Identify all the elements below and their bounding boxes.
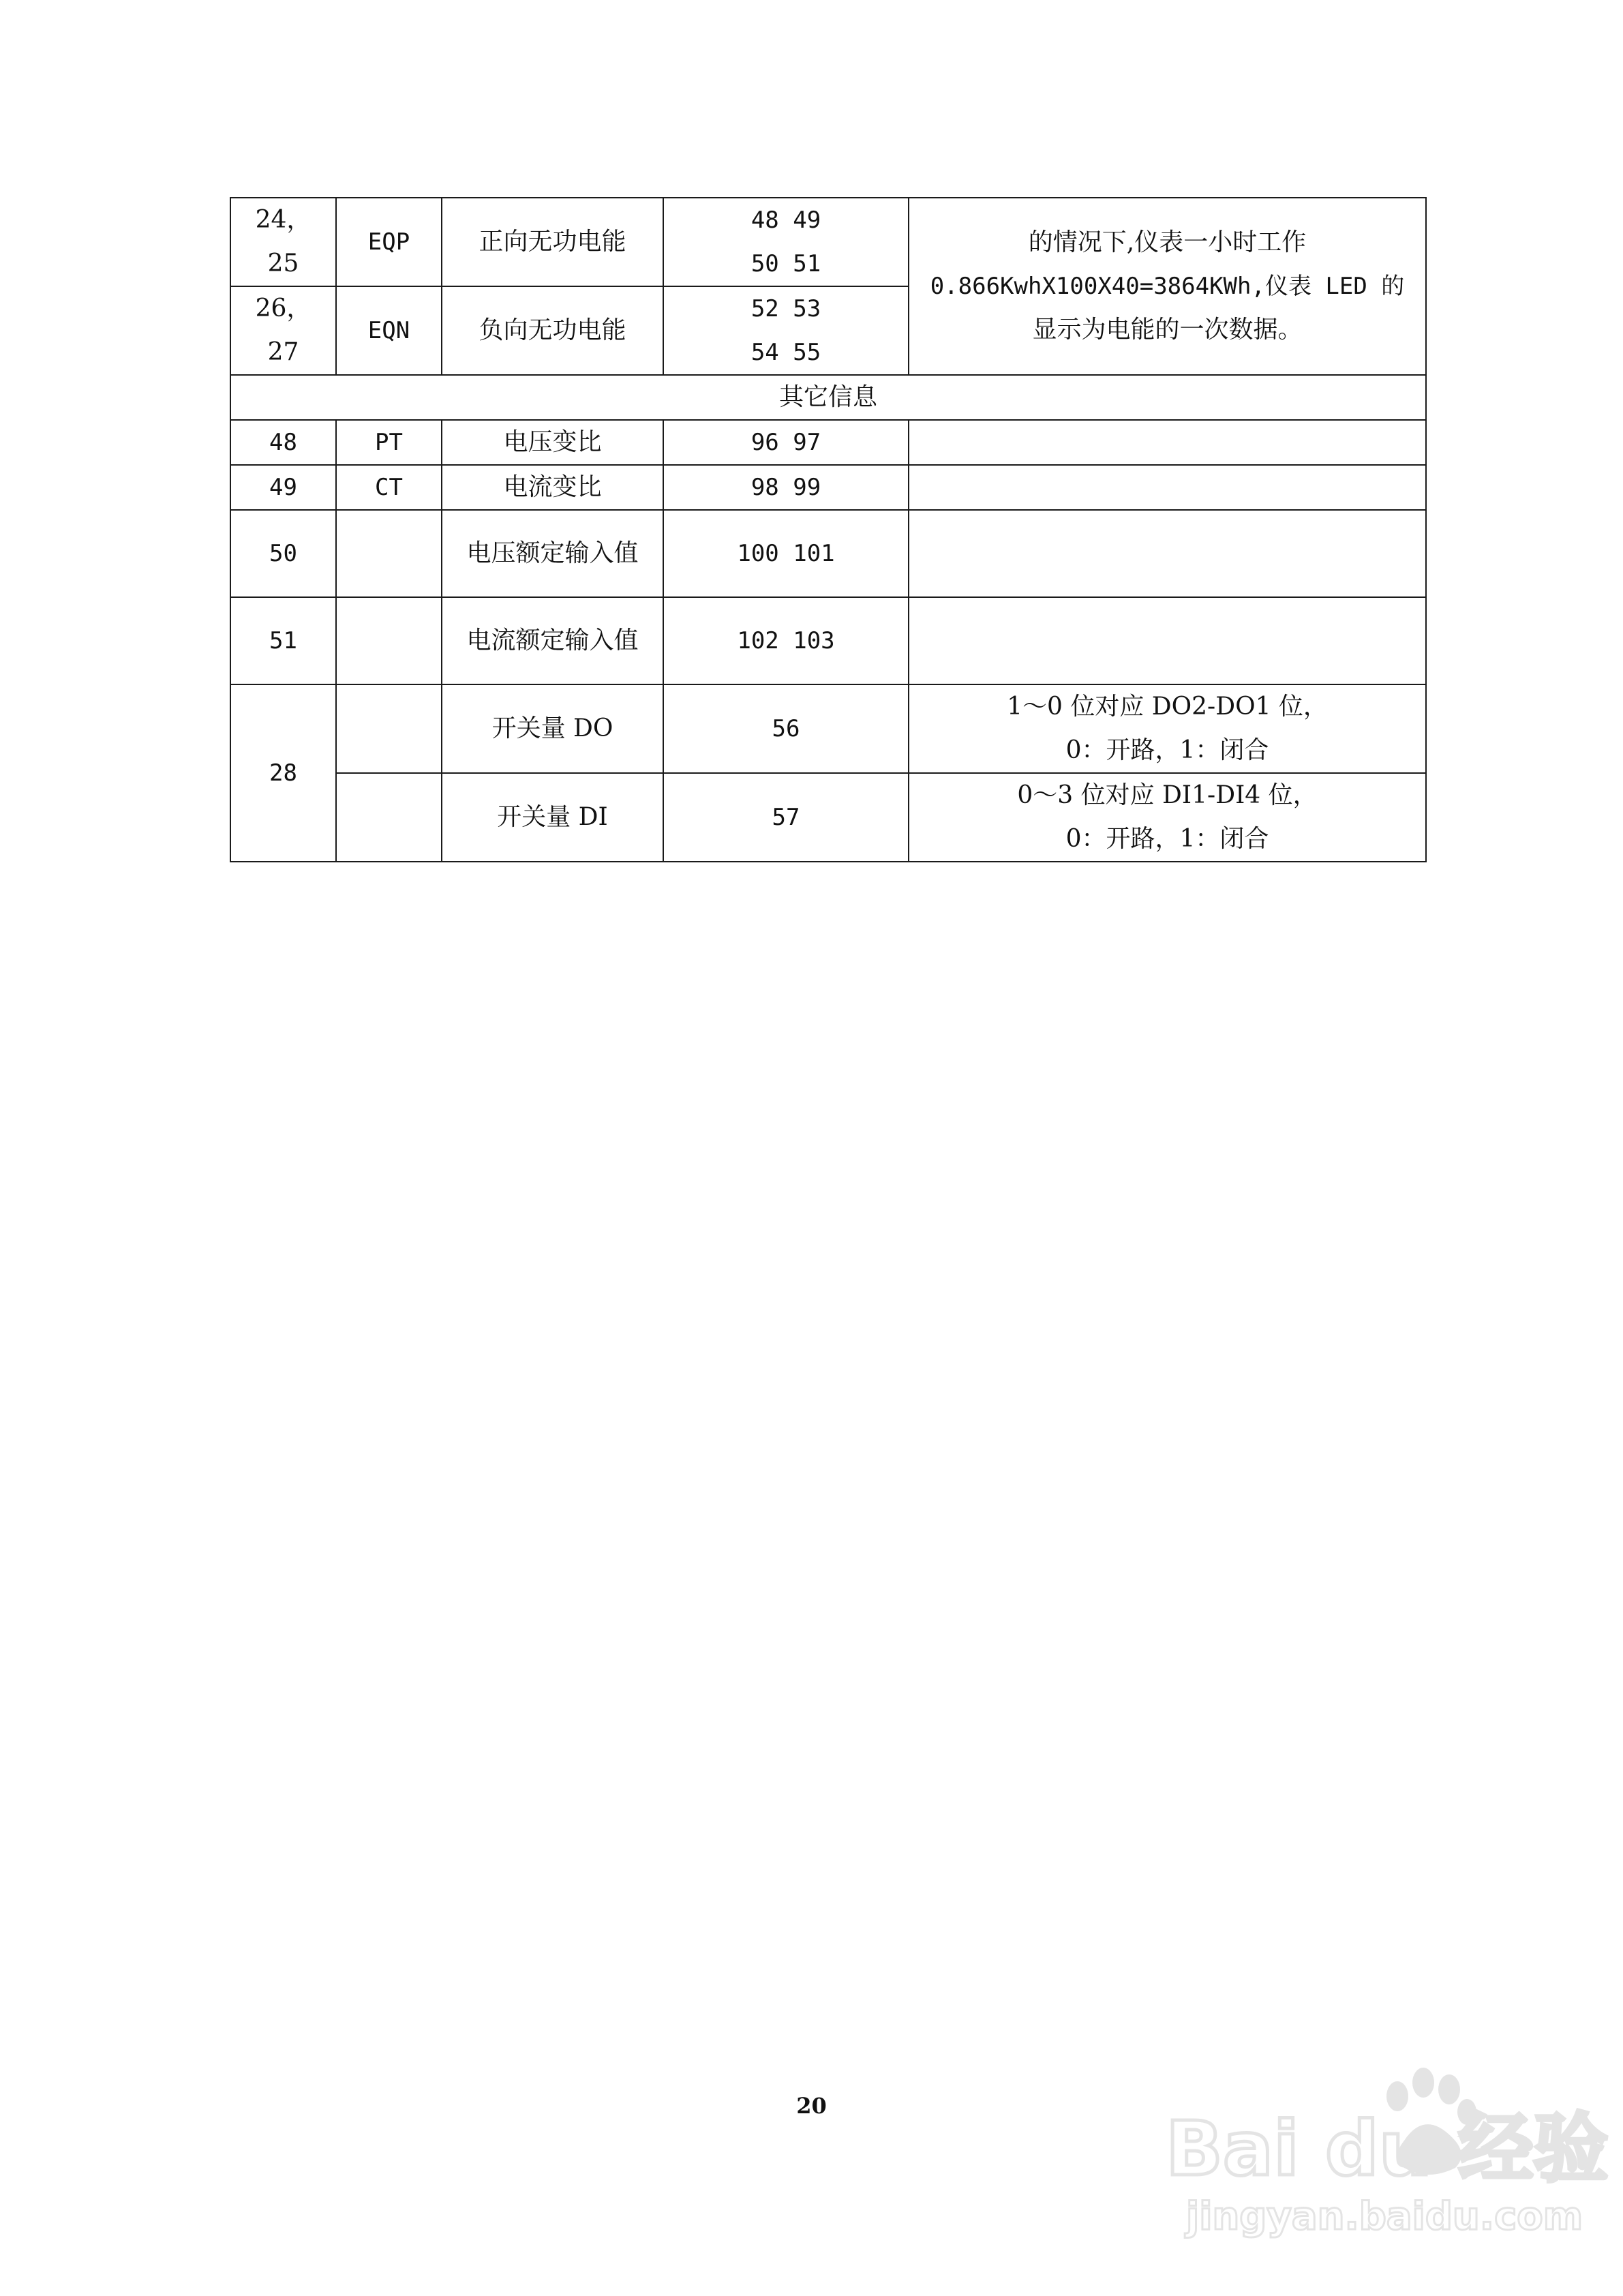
row-code-cell: CT (336, 465, 442, 510)
baidu-watermark-logo (1152, 2059, 1609, 2243)
row-name-cell: 开关量 DO (442, 684, 663, 773)
row-index-cell: 49 (230, 465, 336, 510)
row-index-line: 26， (255, 294, 312, 322)
row-code-cell: EQN (336, 286, 442, 375)
table-row (230, 773, 1426, 862)
row-note-cell (909, 420, 1426, 465)
row-address-cell: 96 97 (663, 420, 909, 465)
row-code-cell (336, 684, 442, 773)
row-address-line: 52 53 (750, 295, 821, 322)
row-index-cell: 48 (230, 420, 336, 465)
row-address-cell: 102 103 (663, 597, 909, 684)
energy-note-cell (909, 198, 1426, 375)
section-title: 其它信息 (230, 375, 1426, 420)
row-address-cell: 98 99 (663, 465, 909, 510)
row-index-cell: 51 (230, 597, 336, 684)
section-header-row (230, 375, 1426, 420)
energy-note-line: 0.866KwhX100X40=3864KWh,仪表 LED 的 (930, 273, 1405, 300)
row-index-cell: 28 (230, 684, 336, 862)
row-code-cell (336, 597, 442, 684)
row-note-cell (909, 510, 1426, 597)
row-address-line: 50 51 (750, 250, 821, 277)
row-code-cell: EQP (336, 198, 442, 286)
row-address-cell: 100 101 (663, 510, 909, 597)
row-note-line: 0：开路，1：闭合 (1065, 825, 1269, 853)
row-address-cell (663, 198, 909, 286)
row-name-cell: 电压额定输入值 (442, 510, 663, 597)
row-note-line: 1～0 位对应 DO2-DO1 位， (1007, 693, 1328, 721)
table-row (230, 684, 1426, 773)
row-index-line: 24， (255, 206, 312, 234)
row-address-cell: 57 (663, 773, 909, 862)
table-row (230, 198, 1426, 286)
row-name-cell: 电流变比 (442, 465, 663, 510)
row-note-cell (909, 684, 1426, 773)
watermark-brand: Bai du 经验 (1166, 2105, 1609, 2192)
row-code-cell: PT (336, 420, 442, 465)
row-address-cell (663, 286, 909, 375)
energy-note-line: 的情况下,仪表一小时工作 (1028, 228, 1307, 256)
row-address-line: 48 49 (750, 207, 821, 234)
row-name-cell: 电压变比 (442, 420, 663, 465)
row-name-cell: 开关量 DI (442, 773, 663, 862)
row-code-cell (336, 510, 442, 597)
row-address-cell: 56 (663, 684, 909, 773)
register-table (230, 197, 1427, 862)
row-note-cell (909, 465, 1426, 510)
table-row (230, 510, 1426, 597)
row-note-cell (909, 773, 1426, 862)
row-index-cell (230, 198, 336, 286)
row-index-line: 27 (267, 338, 299, 366)
page-number: 20 (796, 2093, 827, 2119)
row-index-line: 25 (267, 250, 299, 277)
energy-note-line: 显示为电能的一次数据。 (1032, 316, 1303, 344)
row-code-cell (336, 773, 442, 862)
row-note-line: 0～3 位对应 DI1-DI4 位， (1017, 781, 1318, 809)
table-row (230, 420, 1426, 465)
row-address-line: 54 55 (750, 339, 821, 366)
row-name-cell: 负向无功电能 (442, 286, 663, 375)
row-note-cell (909, 597, 1426, 684)
row-index-cell: 50 (230, 510, 336, 597)
row-note-line: 0：开路，1：闭合 (1065, 736, 1269, 764)
row-name-cell: 正向无功电能 (442, 198, 663, 286)
watermark-url: jingyan.baidu.com (1186, 2194, 1583, 2239)
table-row (230, 597, 1426, 684)
row-index-cell (230, 286, 336, 375)
table-row (230, 465, 1426, 510)
row-name-cell: 电流额定输入值 (442, 597, 663, 684)
